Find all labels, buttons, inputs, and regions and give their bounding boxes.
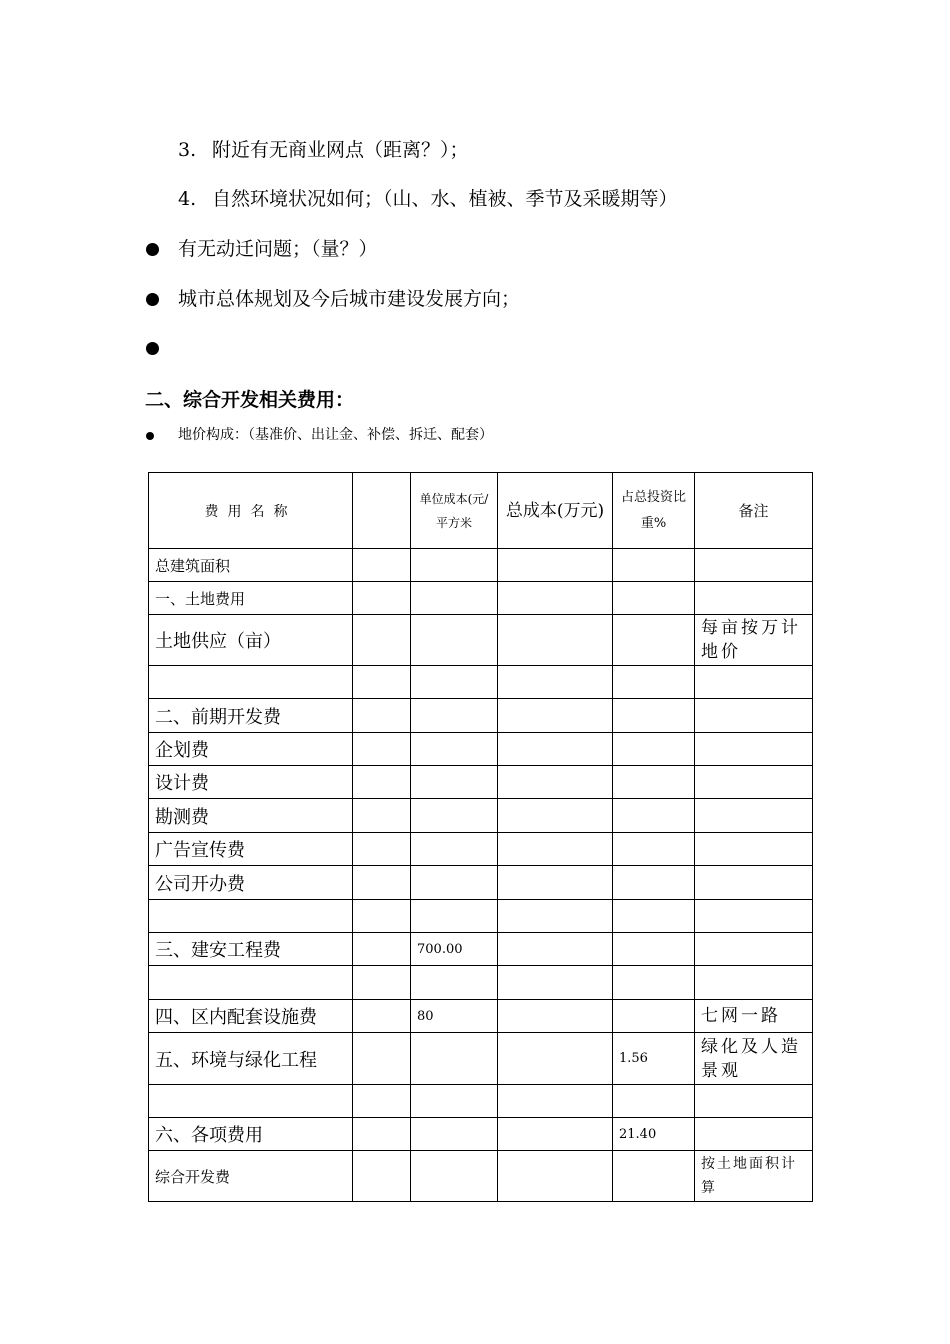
cell-unit [411, 582, 498, 615]
cell-unit [411, 699, 498, 733]
cell-unit [411, 666, 498, 699]
list-number: 3. [178, 139, 197, 161]
cell-blank [353, 1118, 411, 1151]
cell-name: 三、建安工程费 [149, 933, 353, 966]
header-blank [353, 473, 411, 549]
bullet-icon [146, 342, 159, 355]
table-row [149, 799, 813, 833]
cell-blank [353, 1085, 411, 1118]
cell-total [498, 1033, 613, 1085]
cell-ratio [613, 1000, 695, 1033]
cell-unit [411, 866, 498, 900]
header-unit-cost: 单位成本(元/平方米 [411, 473, 498, 549]
cell-blank [353, 966, 411, 1000]
cell-total [498, 582, 613, 615]
table-row [149, 666, 813, 699]
cell-unit [411, 900, 498, 933]
cell-total [498, 615, 613, 666]
cell-total [498, 1118, 613, 1151]
cell-total [498, 866, 613, 900]
section-heading: 二、综合开发相关费用： [145, 389, 355, 411]
cell-ratio [613, 866, 695, 900]
cell-total [498, 900, 613, 933]
cell-name: 五、环境与绿化工程 [149, 1033, 353, 1085]
cell-name: 六、各项费用 [149, 1118, 353, 1151]
cell-note [695, 699, 813, 733]
cell-blank [353, 833, 411, 866]
cell-ratio [613, 1085, 695, 1118]
cell-name: 综合开发费 [149, 1151, 353, 1202]
cell-blank [353, 799, 411, 833]
cell-total [498, 833, 613, 866]
cell-name: 勘测费 [149, 799, 353, 833]
cell-total [498, 799, 613, 833]
table-row [149, 582, 813, 615]
table-row [149, 766, 813, 799]
cell-blank [353, 933, 411, 966]
cell-name: 二、前期开发费 [149, 699, 353, 733]
cell-name: 四、区内配套设施费 [149, 1000, 353, 1033]
header-ratio: 占总投资比重% [613, 473, 695, 549]
cell-total [498, 766, 613, 799]
cell-ratio [613, 799, 695, 833]
cell-total [498, 733, 613, 766]
cell-note [695, 582, 813, 615]
table-row [149, 966, 813, 1000]
cell-ratio [613, 900, 695, 933]
cell-blank [353, 582, 411, 615]
table-row [149, 866, 813, 900]
cell-blank [353, 666, 411, 699]
cell-note: 按土地面积计算 [695, 1151, 813, 1202]
cell-ratio [613, 966, 695, 1000]
cell-ratio: 1.56 [613, 1033, 695, 1085]
cell-total [498, 699, 613, 733]
cell-note [695, 666, 813, 699]
cell-unit [411, 1033, 498, 1085]
cell-note [695, 866, 813, 900]
bullet-icon [146, 243, 159, 256]
cell-note [695, 549, 813, 582]
cell-name: 广告宣传费 [149, 833, 353, 866]
cell-note: 绿化及人造景观 [695, 1033, 813, 1085]
cell-total [498, 1000, 613, 1033]
header-name: 费用名称 [149, 473, 353, 549]
table-row [149, 699, 813, 733]
table-row [149, 1033, 813, 1085]
cell-total [498, 549, 613, 582]
cell-blank [353, 766, 411, 799]
cell-unit [411, 1118, 498, 1151]
cell-name [149, 1085, 353, 1118]
table-row [149, 615, 813, 666]
cell-blank [353, 1000, 411, 1033]
cell-ratio [613, 833, 695, 866]
cell-name [149, 900, 353, 933]
cell-unit [411, 833, 498, 866]
cell-name: 一、土地费用 [149, 582, 353, 615]
cell-note [695, 799, 813, 833]
cell-ratio [613, 933, 695, 966]
header-total-cost: 总成本(万元) [498, 473, 613, 549]
table-row [149, 1151, 813, 1202]
bullet-item-2: 城市总体规划及今后城市建设发展方向； [178, 288, 521, 310]
cell-blank [353, 900, 411, 933]
cell-name: 设计费 [149, 766, 353, 799]
cell-ratio [613, 582, 695, 615]
cell-blank [353, 866, 411, 900]
cell-ratio [613, 666, 695, 699]
cell-name: 企划费 [149, 733, 353, 766]
cell-unit [411, 615, 498, 666]
bullet-item-1: 有无动迁问题；（量？） [178, 238, 378, 260]
cell-ratio [613, 766, 695, 799]
table-row [149, 900, 813, 933]
cell-name: 总建筑面积 [149, 549, 353, 582]
table-row [149, 733, 813, 766]
cell-unit [411, 966, 498, 1000]
list-text: 附近有无商业网点（距离？）； [212, 139, 469, 161]
cell-total [498, 1151, 613, 1202]
cell-blank [353, 549, 411, 582]
table-row [149, 1118, 813, 1151]
cell-blank [353, 733, 411, 766]
table-row [149, 933, 813, 966]
cell-total [498, 666, 613, 699]
table-header-row [149, 473, 813, 549]
cell-unit [411, 766, 498, 799]
cell-note: 七网一路 [695, 1000, 813, 1033]
cell-total [498, 966, 613, 1000]
cell-unit [411, 799, 498, 833]
cell-note [695, 1118, 813, 1151]
bullet-icon [146, 432, 154, 440]
cell-note [695, 966, 813, 1000]
cell-name [149, 966, 353, 1000]
cell-name: 土地供应（亩） [149, 615, 353, 666]
bullet-icon [146, 293, 159, 306]
cell-total [498, 933, 613, 966]
cell-ratio [613, 733, 695, 766]
cell-total [498, 1085, 613, 1118]
header-note: 备注 [695, 473, 813, 549]
cell-name [149, 666, 353, 699]
table-row [149, 549, 813, 582]
cell-note [695, 1085, 813, 1118]
cell-ratio [613, 615, 695, 666]
cell-unit: 700.00 [411, 933, 498, 966]
cell-blank [353, 1033, 411, 1085]
cost-table [148, 472, 813, 1202]
cell-note [695, 833, 813, 866]
cell-note: 每亩按万计地价 [695, 615, 813, 666]
cell-blank [353, 615, 411, 666]
cell-unit [411, 1151, 498, 1202]
table-row [149, 833, 813, 866]
cell-ratio [613, 699, 695, 733]
cell-blank [353, 699, 411, 733]
cell-unit [411, 733, 498, 766]
cell-ratio [613, 1151, 695, 1202]
cell-note [695, 900, 813, 933]
cell-blank [353, 1151, 411, 1202]
cell-note [695, 733, 813, 766]
list-text: 自然环境状况如何；（山、水、植被、季节及采暖期等） [212, 188, 678, 210]
list-number: 4. [178, 188, 197, 210]
cell-note [695, 766, 813, 799]
cell-unit [411, 549, 498, 582]
cell-name: 公司开办费 [149, 866, 353, 900]
cell-unit: 80 [411, 1000, 498, 1033]
land-price-composition: 地价构成：（基准价、出让金、补偿、拆迁、配套） [178, 427, 493, 443]
cell-note [695, 933, 813, 966]
table-row [149, 1085, 813, 1118]
cell-ratio: 21.40 [613, 1118, 695, 1151]
table-row [149, 1000, 813, 1033]
cell-ratio [613, 549, 695, 582]
cell-unit [411, 1085, 498, 1118]
